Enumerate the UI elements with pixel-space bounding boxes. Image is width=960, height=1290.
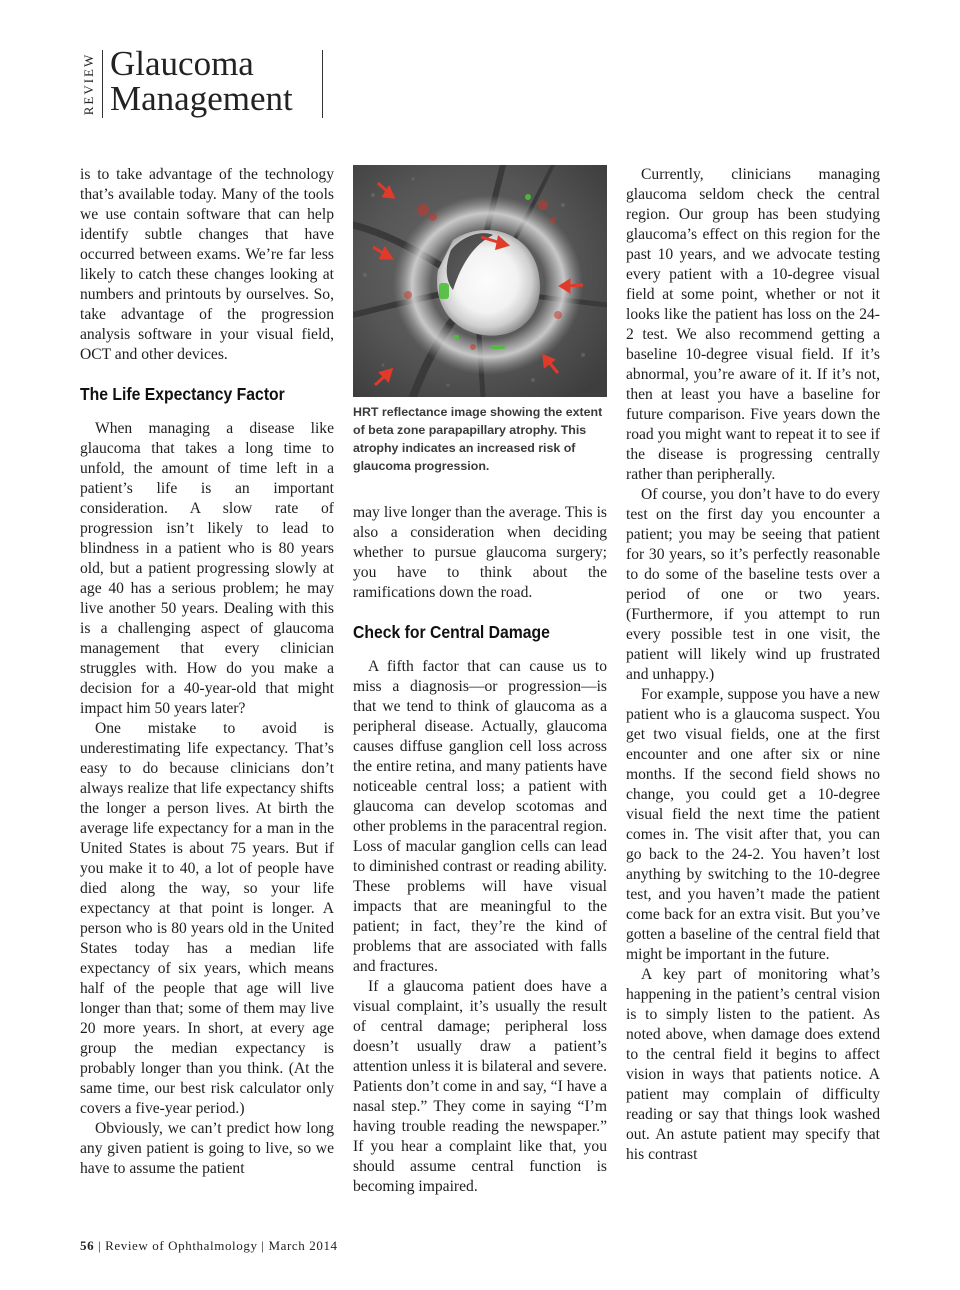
header-divider-right <box>322 50 323 118</box>
page-number: 56 <box>80 1238 95 1253</box>
figure-caption: HRT reflectance image showing the extent of beta zone parapapillary atrophy. This atrophy indicates an increased risk of glaucoma progression. <box>353 405 603 473</box>
column-1 <box>80 165 334 1179</box>
footer-separator: | <box>94 1238 106 1253</box>
paragraph: may live longer than the average. This is also a consideration when deciding whether to pursue glaucoma surgery; you have to think about the ramifications down the road. <box>353 504 607 601</box>
paragraph: When managing a disease like glaucoma that takes a long time to unfold, the amount of time left in a patient’s life is an important consideration. A slow rate of progression isn’t likely to lead to blindness in a patient who is 80 years old, but a patient progressing slowly at age 40 has a serious problem; he may live another 50 years. Dealing with this is a challenging aspect of glaucoma management that every clinician struggles with. How do you make a decision for a 40-year-old that might impact him 50 years later? <box>80 420 334 717</box>
subheading-central-damage: Check for Central Damage <box>353 622 550 642</box>
paragraph: is to take advantage of the technology that’s available today. Many of the tools we use contain software that can help identify subtle changes that have occurred between exams. We’re far less likely to catch these changes looking at numbers and printouts by ourselves. So, take advantage of the progression analysis software in your visual field, OCT and other devices. <box>80 166 334 363</box>
publication-name: Review of Ophthalmology <box>105 1238 258 1253</box>
page-footer <box>80 1238 338 1254</box>
column-2 <box>353 165 607 1197</box>
subheading-life-expectancy: The Life Expectancy Factor <box>80 384 285 404</box>
paragraph: A key part of monitoring what’s happening in the patient’s central vision is to simply listen to the patient. As noted above, when damage does extend to the central field it begins to affect vision in ways that patients notice. A patient may complain of difficulty reading or say that things look washed out. An astute patient may specify that his contrast <box>626 966 880 1163</box>
section-title <box>110 46 293 116</box>
paragraph: Obviously, we can’t predict how long any given patient is going to live, so we have to assume the patient <box>80 1120 334 1177</box>
paragraph: One mistake to avoid is underestimating life expectancy. That’s easy to do because clinicians don’t always realize that life expectancy shifts the longer a person lives. At birth the average life expectancy for a man in the United States is about 75 years. But if you make it to 40, a lot of people have died along the way, so your life expectancy at that point is longer. A person who is 80 years old in the United States today has a median life expectancy of six years, which means half of the people that age will live longer than that; some of them may live 20 more years. In short, at every age group the median expectancy is probably longer than you think. (At the same time, our best risk calculator only covers a five-year period.) <box>80 720 334 1117</box>
paragraph: Of course, you don’t have to do every test on the first day you encounter a patient; you may be seeing that patient for 30 years, so it’s perfectly reasonable to do some of the baseline tests over a period of one or two years. (Furthermore, if you attempt to run every possible test in one visit, the patient will likely wind up frustrated and unhappy.) <box>626 486 880 683</box>
figure-hrt-image <box>353 165 607 475</box>
paragraph: For example, suppose you have a new patient who is a glaucoma suspect. You get two visual fields, one at the first encounter and one after six or nine months. If the second field shows no change, you could get a 10-degree visual field the next time the patient comes in. The visit after that, you can go back to the 24-2. You haven’t lost anything by switching to the 10-degree test, and you haven’t made the patient come back for an extra visit. But you’ve gotten a baseline of the central field that might be important in the future. <box>626 686 880 963</box>
footer-separator: | <box>257 1238 269 1253</box>
paragraph: A fifth factor that can cause us to miss a diagnosis—or progression—is that we tend to think of glaucoma as a peripheral disease. Actually, glaucoma causes diffuse ganglion cell loss across the entire retina, and many patients have noticeable central loss; a patient with glaucoma can develop scotomas and other problems in the paracentral region. Loss of macular ganglion cells can lead to diminished contrast or reading ability. These problems will have visual impacts that are meaningful to the patient; in fact, they’re the kind of problems that are associated with falls and fractures. <box>353 658 607 975</box>
section-title-line2: Management <box>110 79 293 118</box>
kicker-text: REVIEW <box>81 52 96 116</box>
section-title-line1: Glaucoma <box>110 44 254 83</box>
column-3 <box>626 165 880 1165</box>
issue-date: March 2014 <box>268 1238 338 1253</box>
paragraph: If a glaucoma patient does have a visual complaint, it’s usually the result of central damage; peripheral loss doesn’t usually draw a patient’s attention unless it is bilateral and severe. Patients don’t come in and say, “I have a nasal step.” They come in saying “I’m having trouble reading the newspaper.” If you hear a complaint like that, you should assume central function is becoming impaired. <box>353 978 607 1195</box>
section-kicker <box>78 50 100 118</box>
header-divider-left <box>102 50 103 118</box>
paragraph: Currently, clinicians managing glaucoma seldom check the central region. Our group has been studying glaucoma’s effect on this region for the past 10 years, and we advocate testing every patient with a 10-degree visual field at some point, whether or not it looks like the patient has loss on the 24-2 test. We also recommend getting a baseline 10-degree visual field. If it’s abnormal, you’re aware of it. If it’s not, then at least you have a baseline for future comparison. Five years down the road you might want to repeat it to see if the disease is progressing centrally rather than peripherally. <box>626 166 880 483</box>
hrt-reflectance-image <box>353 165 607 397</box>
